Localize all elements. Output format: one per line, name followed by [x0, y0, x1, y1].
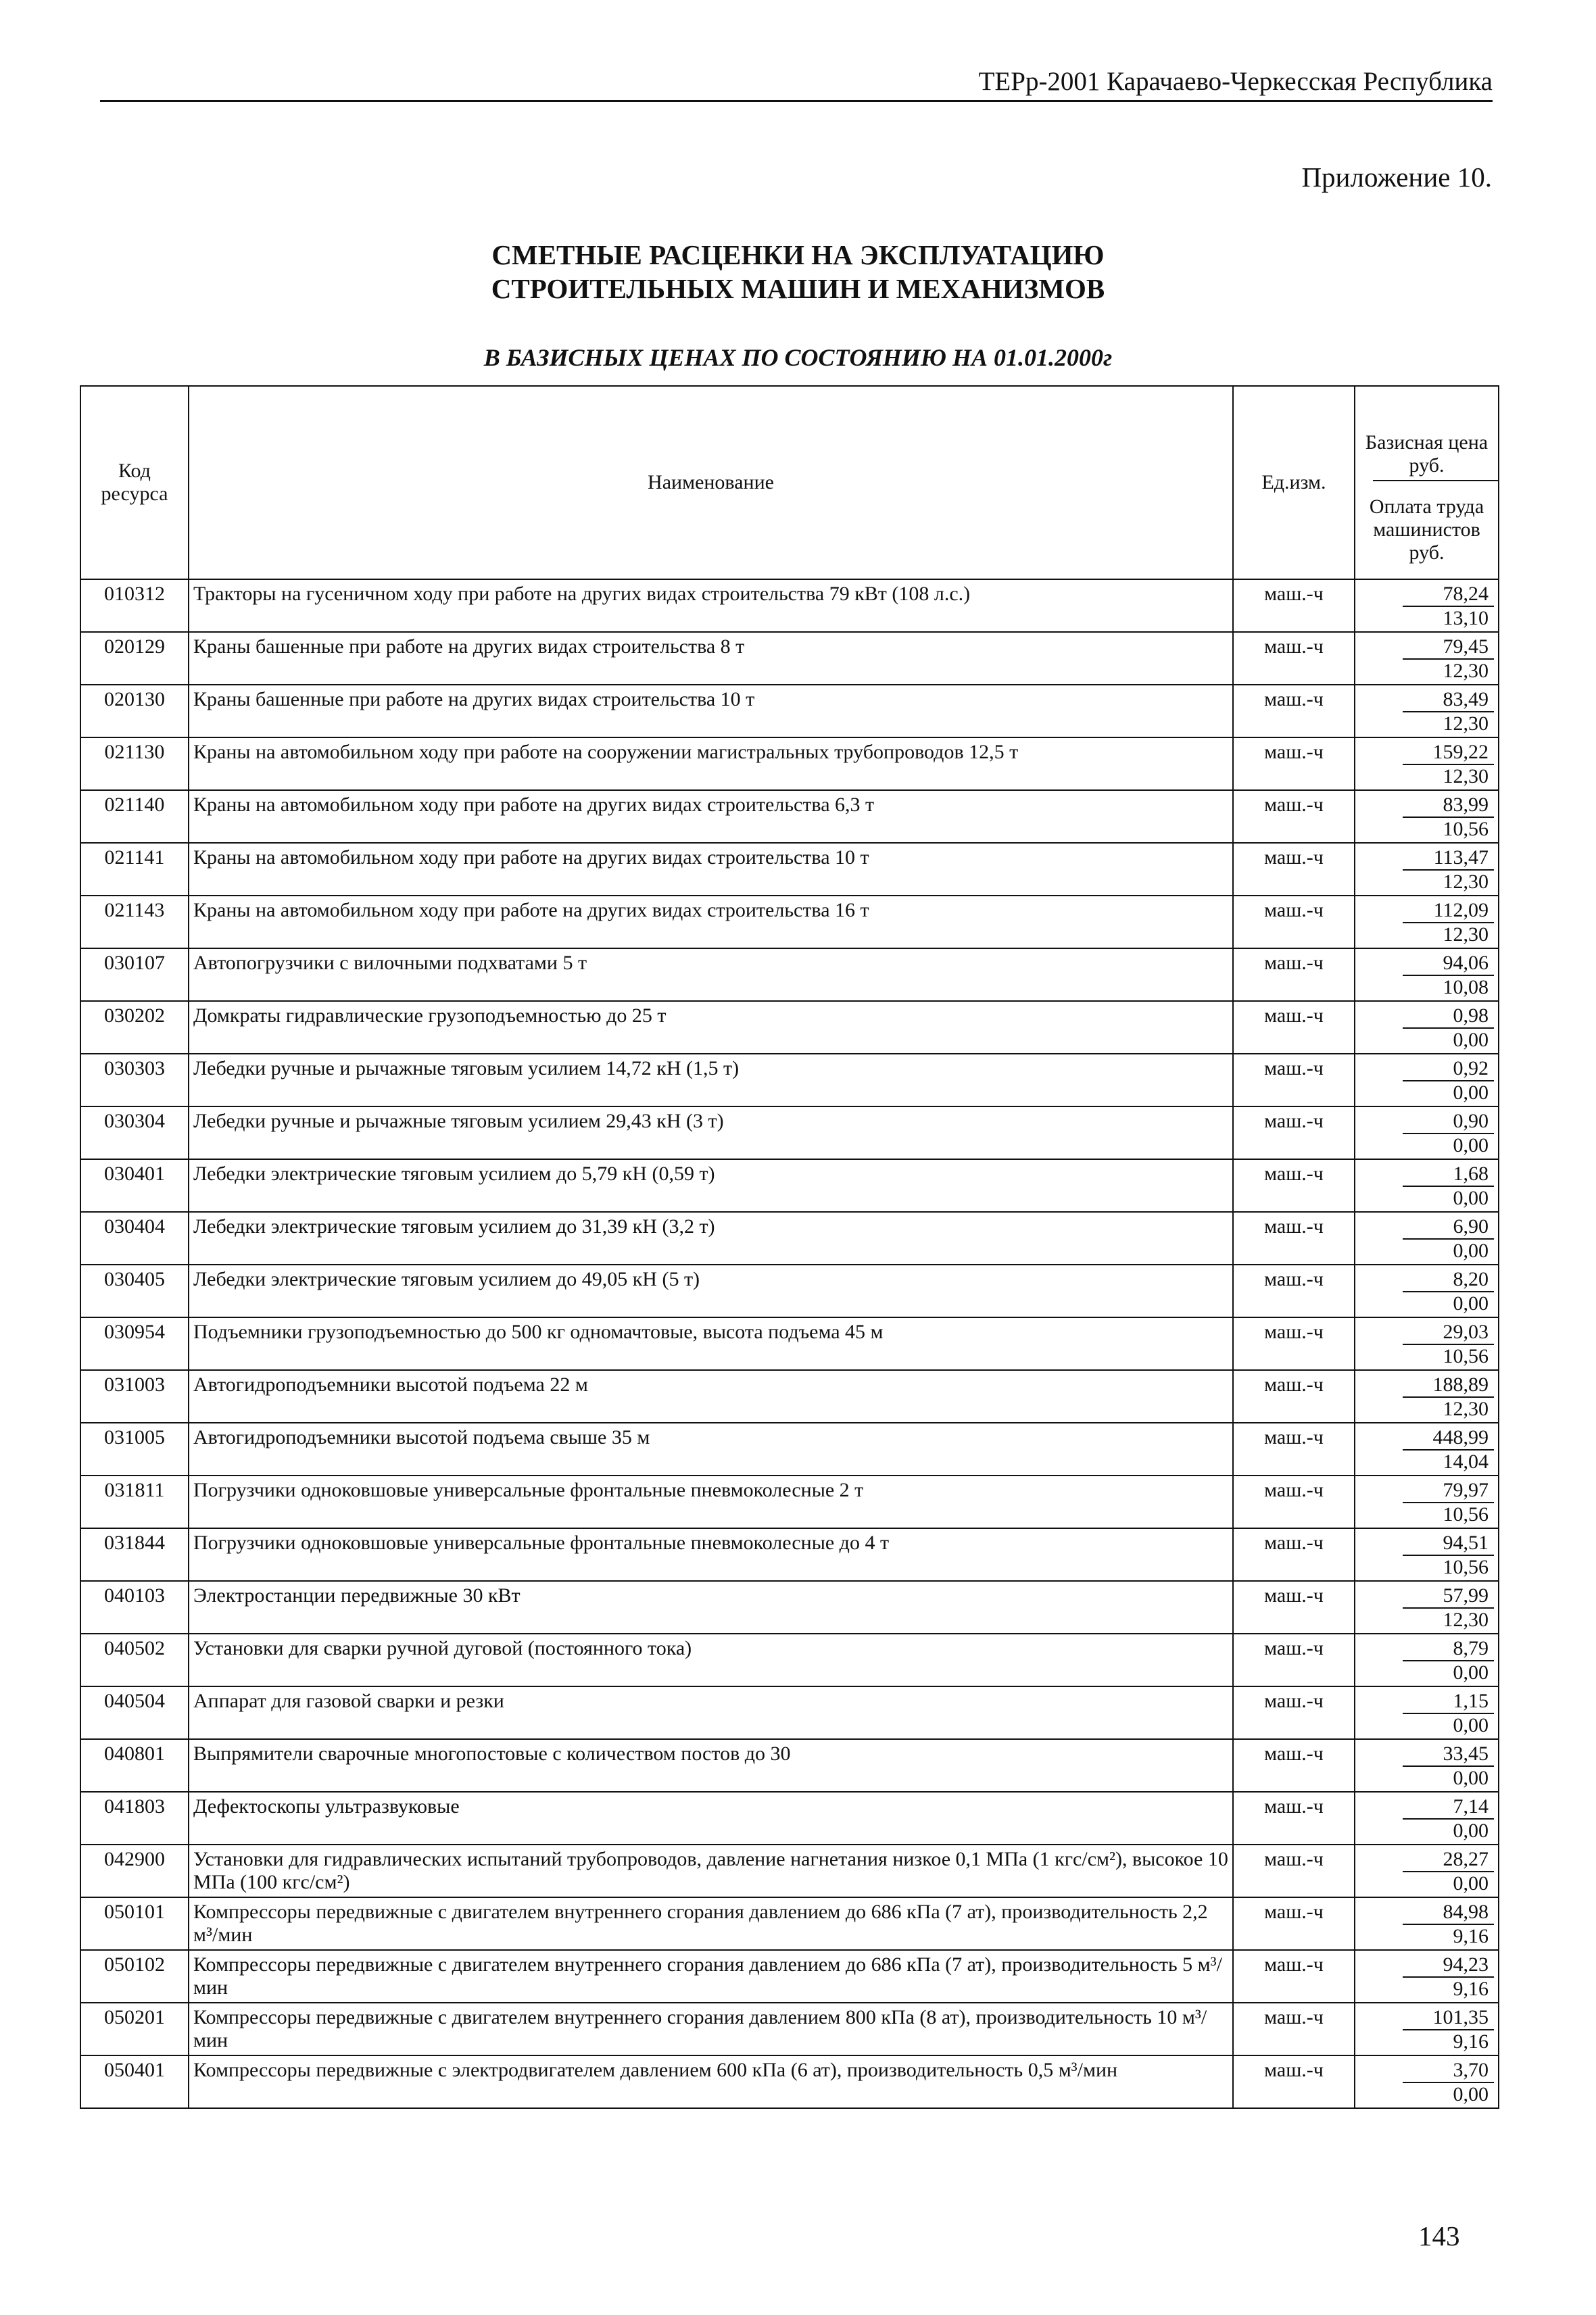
price-cell — [1355, 843, 1499, 896]
unit-of-measure: маш.-ч — [1233, 737, 1355, 790]
resource-code: 030405 — [80, 1265, 189, 1317]
table-row — [80, 685, 1499, 737]
base-price: 188,89 — [1403, 1373, 1494, 1398]
base-price: 1,68 — [1403, 1163, 1494, 1187]
base-price: 113,47 — [1403, 846, 1494, 871]
rates-table — [80, 385, 1499, 2109]
resource-name: Компрессоры передвижные с двигателем внутреннего сгорания давлением 800 кПа (8 ат), производительность 10 м³/мин — [189, 2003, 1233, 2055]
price-cell — [1355, 1159, 1499, 1212]
resource-name: Автогидроподъемники высотой подъема свыше 35 м — [189, 1423, 1233, 1476]
price-cell — [1355, 790, 1499, 843]
base-price: 0,92 — [1403, 1057, 1494, 1081]
resource-name: Лебедки ручные и рычажные тяговым усилием 29,43 кН (3 т) — [189, 1106, 1233, 1159]
resource-name: Автопогрузчики с вилочными подхватами 5 т — [189, 948, 1233, 1001]
unit-of-measure: маш.-ч — [1233, 1739, 1355, 1792]
labor-pay: 13,10 — [1443, 607, 1489, 629]
table-row — [80, 579, 1499, 632]
unit-of-measure: маш.-ч — [1233, 790, 1355, 843]
table-row — [80, 1423, 1499, 1476]
title-line-1: СМЕТНЫЕ РАСЦЕНКИ НА ЭКСПЛУАТАЦИЮ — [491, 239, 1105, 270]
resource-code: 030303 — [80, 1054, 189, 1106]
labor-pay: 10,56 — [1443, 1503, 1489, 1526]
table-header-row — [80, 386, 1499, 579]
price-cell — [1355, 1792, 1499, 1845]
price-cell — [1355, 1106, 1499, 1159]
labor-pay: 0,00 — [1453, 1767, 1489, 1789]
base-price: 83,49 — [1403, 688, 1494, 712]
unit-of-measure: маш.-ч — [1233, 1317, 1355, 1370]
resource-name: Выпрямители сварочные многопостовые с количеством постов до 30 — [189, 1739, 1233, 1792]
resource-code: 040801 — [80, 1739, 189, 1792]
appendix-label: Приложение 10. — [1301, 162, 1492, 193]
table-row — [80, 1686, 1499, 1739]
base-price: 84,98 — [1403, 1901, 1494, 1925]
column-header-code: Код ресурса — [80, 386, 189, 579]
price-cell — [1355, 1054, 1499, 1106]
resource-name: Краны на автомобильном ходу при работе на сооружении магистральных трубопроводов 12,5 т — [189, 737, 1233, 790]
labor-pay: 12,30 — [1443, 871, 1489, 893]
resource-name: Электростанции передвижные 30 кВт — [189, 1581, 1233, 1634]
table-row — [80, 1845, 1499, 1897]
labor-pay: 0,00 — [1453, 1820, 1489, 1842]
resource-code: 020130 — [80, 685, 189, 737]
labor-pay: 12,30 — [1443, 660, 1489, 682]
unit-of-measure: маш.-ч — [1233, 1845, 1355, 1897]
unit-of-measure: маш.-ч — [1233, 1897, 1355, 1950]
resource-name: Лебедки электрические тяговым усилием до 5,79 кН (0,59 т) — [189, 1159, 1233, 1212]
table-row — [80, 1370, 1499, 1423]
unit-of-measure: маш.-ч — [1233, 2055, 1355, 2108]
labor-pay: 10,56 — [1443, 818, 1489, 840]
resource-name: Компрессоры передвижные с электродвигателем давлением 600 кПа (6 ат), производительность 0,5 м³/мин — [189, 2055, 1233, 2108]
table-row — [80, 896, 1499, 948]
resource-code: 040502 — [80, 1634, 189, 1686]
unit-of-measure: маш.-ч — [1233, 1106, 1355, 1159]
base-price: 94,23 — [1403, 1953, 1494, 1978]
resource-name: Лебедки электрические тяговым усилием до 31,39 кН (3,2 т) — [189, 1212, 1233, 1265]
resource-code: 031003 — [80, 1370, 189, 1423]
unit-of-measure: маш.-ч — [1233, 632, 1355, 685]
price-cell — [1355, 685, 1499, 737]
resource-code: 042900 — [80, 1845, 189, 1897]
base-price: 8,79 — [1403, 1637, 1494, 1661]
price-cell — [1355, 2055, 1499, 2108]
table-row — [80, 1528, 1499, 1581]
table-row — [80, 2003, 1499, 2055]
resource-name: Краны на автомобильном ходу при работе на других видах строительства 10 т — [189, 843, 1233, 896]
price-cell — [1355, 1212, 1499, 1265]
price-cell — [1355, 1001, 1499, 1054]
resource-code: 031844 — [80, 1528, 189, 1581]
unit-of-measure: маш.-ч — [1233, 1212, 1355, 1265]
labor-pay: 0,00 — [1453, 2083, 1489, 2105]
labor-pay: 12,30 — [1443, 1398, 1489, 1420]
table-row — [80, 948, 1499, 1001]
resource-name: Компрессоры передвижные с двигателем внутреннего сгорания давлением до 686 кПа (7 ат), производительность 2,2 м³/мин — [189, 1897, 1233, 1950]
resource-code: 050102 — [80, 1950, 189, 2003]
table-row — [80, 1792, 1499, 1845]
resource-code: 030107 — [80, 948, 189, 1001]
resource-code: 031811 — [80, 1476, 189, 1528]
resource-code: 021141 — [80, 843, 189, 896]
table-row — [80, 1317, 1499, 1370]
unit-of-measure: маш.-ч — [1233, 1634, 1355, 1686]
base-price: 94,06 — [1403, 952, 1494, 976]
labor-pay: 12,30 — [1443, 712, 1489, 735]
labor-pay: 10,56 — [1443, 1556, 1489, 1578]
resource-name: Автогидроподъемники высотой подъема 22 м — [189, 1370, 1233, 1423]
labor-pay: 0,00 — [1453, 1134, 1489, 1156]
resource-name: Дефектоскопы ультразвуковые — [189, 1792, 1233, 1845]
table-body — [80, 579, 1499, 2108]
labor-pay: 9,16 — [1453, 1925, 1489, 1947]
resource-name: Установки для сварки ручной дуговой (постоянного тока) — [189, 1634, 1233, 1686]
table-row — [80, 737, 1499, 790]
base-price: 33,45 — [1403, 1743, 1494, 1767]
resource-name: Домкраты гидравлические грузоподъемностью до 25 т — [189, 1001, 1233, 1054]
price-cell — [1355, 737, 1499, 790]
resource-code: 021143 — [80, 896, 189, 948]
table-row — [80, 1159, 1499, 1212]
labor-pay: 10,08 — [1443, 976, 1489, 998]
price-cell — [1355, 1370, 1499, 1423]
base-price: 79,45 — [1403, 635, 1494, 660]
table-row — [80, 1581, 1499, 1634]
resource-name: Лебедки ручные и рычажные тяговым усилием 14,72 кН (1,5 т) — [189, 1054, 1233, 1106]
unit-of-measure: маш.-ч — [1233, 1054, 1355, 1106]
base-price: 112,09 — [1403, 899, 1494, 923]
resource-code: 041803 — [80, 1792, 189, 1845]
unit-of-measure: маш.-ч — [1233, 2003, 1355, 2055]
column-header-name: Наименование — [189, 386, 1233, 579]
resource-name: Лебедки электрические тяговым усилием до 49,05 кН (5 т) — [189, 1265, 1233, 1317]
labor-pay: 0,00 — [1453, 1292, 1489, 1315]
unit-of-measure: маш.-ч — [1233, 1001, 1355, 1054]
base-price: 29,03 — [1403, 1321, 1494, 1345]
base-price: 0,98 — [1403, 1004, 1494, 1029]
base-price: 1,15 — [1403, 1690, 1494, 1714]
column-header-base-price: Базисная цена руб. — [1365, 431, 1489, 477]
base-price: 159,22 — [1403, 741, 1494, 765]
unit-of-measure: маш.-ч — [1233, 948, 1355, 1001]
resource-code: 021140 — [80, 790, 189, 843]
resource-name: Установки для гидравлических испытаний трубопроводов, давление нагнетания низкое 0,1 МПа (1 кгс/см²), высокое 10 МПа (100 кгс/см²) — [189, 1845, 1233, 1897]
price-cell — [1355, 896, 1499, 948]
labor-pay: 0,00 — [1453, 1187, 1489, 1209]
table-row — [80, 1897, 1499, 1950]
unit-of-measure: маш.-ч — [1233, 1528, 1355, 1581]
resource-name: Погрузчики одноковшовые универсальные фронтальные пневмоколесные 2 т — [189, 1476, 1233, 1528]
resource-code: 020129 — [80, 632, 189, 685]
unit-of-measure: маш.-ч — [1233, 1370, 1355, 1423]
title-line-2: СТРОИТЕЛЬНЫХ МАШИН И МЕХАНИЗМОВ — [491, 273, 1105, 304]
price-cell — [1355, 948, 1499, 1001]
document-title — [0, 238, 1596, 306]
unit-of-measure: маш.-ч — [1233, 1581, 1355, 1634]
resource-code: 010312 — [80, 579, 189, 632]
table-row — [80, 1212, 1499, 1265]
resource-code: 050401 — [80, 2055, 189, 2108]
labor-pay: 14,04 — [1443, 1451, 1489, 1473]
labor-pay: 9,16 — [1453, 2030, 1489, 2053]
resource-code: 030404 — [80, 1212, 189, 1265]
base-price: 79,97 — [1403, 1479, 1494, 1503]
resource-code: 030401 — [80, 1159, 189, 1212]
base-price: 83,99 — [1403, 794, 1494, 818]
resource-code: 050201 — [80, 2003, 189, 2055]
table-row — [80, 1001, 1499, 1054]
table-row — [80, 2055, 1499, 2108]
resource-name: Аппарат для газовой сварки и резки — [189, 1686, 1233, 1739]
labor-pay: 9,16 — [1453, 1978, 1489, 2000]
price-cell — [1355, 1528, 1499, 1581]
labor-pay: 0,00 — [1453, 1081, 1489, 1104]
table-row — [80, 1634, 1499, 1686]
resource-name: Краны на автомобильном ходу при работе на других видах строительства 16 т — [189, 896, 1233, 948]
labor-pay: 10,56 — [1443, 1345, 1489, 1367]
base-price: 101,35 — [1403, 2006, 1494, 2030]
column-header-unit: Ед.изм. — [1233, 386, 1355, 579]
unit-of-measure: маш.-ч — [1233, 1159, 1355, 1212]
unit-of-measure: маш.-ч — [1233, 1792, 1355, 1845]
table-row — [80, 1106, 1499, 1159]
price-cell — [1355, 1317, 1499, 1370]
labor-pay: 12,30 — [1443, 923, 1489, 946]
base-price: 28,27 — [1403, 1848, 1494, 1872]
price-cell — [1355, 1950, 1499, 2003]
table-row — [80, 843, 1499, 896]
base-price: 3,70 — [1403, 2059, 1494, 2083]
price-cell — [1355, 1845, 1499, 1897]
unit-of-measure: маш.-ч — [1233, 1686, 1355, 1739]
unit-of-measure: маш.-ч — [1233, 1950, 1355, 2003]
resource-name: Подъемники грузоподъемностью до 500 кг одномачтовые, высота подъема 45 м — [189, 1317, 1233, 1370]
resource-code: 031005 — [80, 1423, 189, 1476]
price-cell — [1355, 1897, 1499, 1950]
resource-code: 050101 — [80, 1897, 189, 1950]
unit-of-measure: маш.-ч — [1233, 1265, 1355, 1317]
labor-pay: 0,00 — [1453, 1029, 1489, 1051]
price-cell — [1355, 1581, 1499, 1634]
labor-pay: 12,30 — [1443, 1609, 1489, 1631]
price-cell — [1355, 1423, 1499, 1476]
table-row — [80, 632, 1499, 685]
base-price: 0,90 — [1403, 1110, 1494, 1134]
document-subtitle: В БАЗИСНЫХ ЦЕНАХ ПО СОСТОЯНИЮ НА 01.01.2000г — [483, 344, 1113, 371]
resource-code: 030954 — [80, 1317, 189, 1370]
price-cell — [1355, 1476, 1499, 1528]
labor-pay: 0,00 — [1453, 1872, 1489, 1895]
price-cell — [1355, 2003, 1499, 2055]
resource-code: 030304 — [80, 1106, 189, 1159]
resource-name: Краны башенные при работе на других видах строительства 10 т — [189, 685, 1233, 737]
base-price: 57,99 — [1403, 1584, 1494, 1609]
resource-name: Компрессоры передвижные с двигателем внутреннего сгорания давлением до 686 кПа (7 ат), производительность 5 м³/мин — [189, 1950, 1233, 2003]
unit-of-measure: маш.-ч — [1233, 843, 1355, 896]
table-row — [80, 1265, 1499, 1317]
base-price: 94,51 — [1403, 1532, 1494, 1556]
unit-of-measure: маш.-ч — [1233, 685, 1355, 737]
base-price: 448,99 — [1403, 1426, 1494, 1451]
table-row — [80, 1054, 1499, 1106]
resource-name: Краны башенные при работе на других видах строительства 8 т — [189, 632, 1233, 685]
unit-of-measure: маш.-ч — [1233, 1423, 1355, 1476]
page-number: 143 — [1418, 2220, 1460, 2251]
labor-pay: 0,00 — [1453, 1661, 1489, 1684]
price-cell — [1355, 1634, 1499, 1686]
unit-of-measure: маш.-ч — [1233, 1476, 1355, 1528]
resource-code: 040103 — [80, 1581, 189, 1634]
price-cell — [1355, 1265, 1499, 1317]
price-cell — [1355, 1739, 1499, 1792]
price-cell — [1355, 1686, 1499, 1739]
unit-of-measure: маш.-ч — [1233, 579, 1355, 632]
table-row — [80, 1476, 1499, 1528]
column-header-price — [1355, 386, 1499, 579]
resource-code: 030202 — [80, 1001, 189, 1054]
running-header: ТЕРр-2001 Карачаево-Черкесская Республика — [100, 66, 1493, 102]
resource-name: Краны на автомобильном ходу при работе на других видах строительства 6,3 т — [189, 790, 1233, 843]
base-price: 6,90 — [1403, 1215, 1494, 1240]
labor-pay: 0,00 — [1453, 1714, 1489, 1736]
price-cell — [1355, 632, 1499, 685]
resource-name: Погрузчики одноковшовые универсальные фронтальные пневмоколесные до 4 т — [189, 1528, 1233, 1581]
table-row — [80, 790, 1499, 843]
labor-pay: 0,00 — [1453, 1240, 1489, 1262]
base-price: 7,14 — [1403, 1795, 1494, 1820]
table-row — [80, 1950, 1499, 2003]
base-price: 78,24 — [1403, 583, 1494, 607]
unit-of-measure: маш.-ч — [1233, 896, 1355, 948]
resource-name: Тракторы на гусеничном ходу при работе на других видах строительства 79 кВт (108 л.с.) — [189, 579, 1233, 632]
labor-pay: 12,30 — [1443, 765, 1489, 787]
table-row — [80, 1739, 1499, 1792]
base-price: 8,20 — [1403, 1268, 1494, 1292]
resource-code: 021130 — [80, 737, 189, 790]
column-header-labor-pay: Оплата труда машинистов руб. — [1369, 495, 1484, 564]
price-cell — [1355, 579, 1499, 632]
resource-code: 040504 — [80, 1686, 189, 1739]
